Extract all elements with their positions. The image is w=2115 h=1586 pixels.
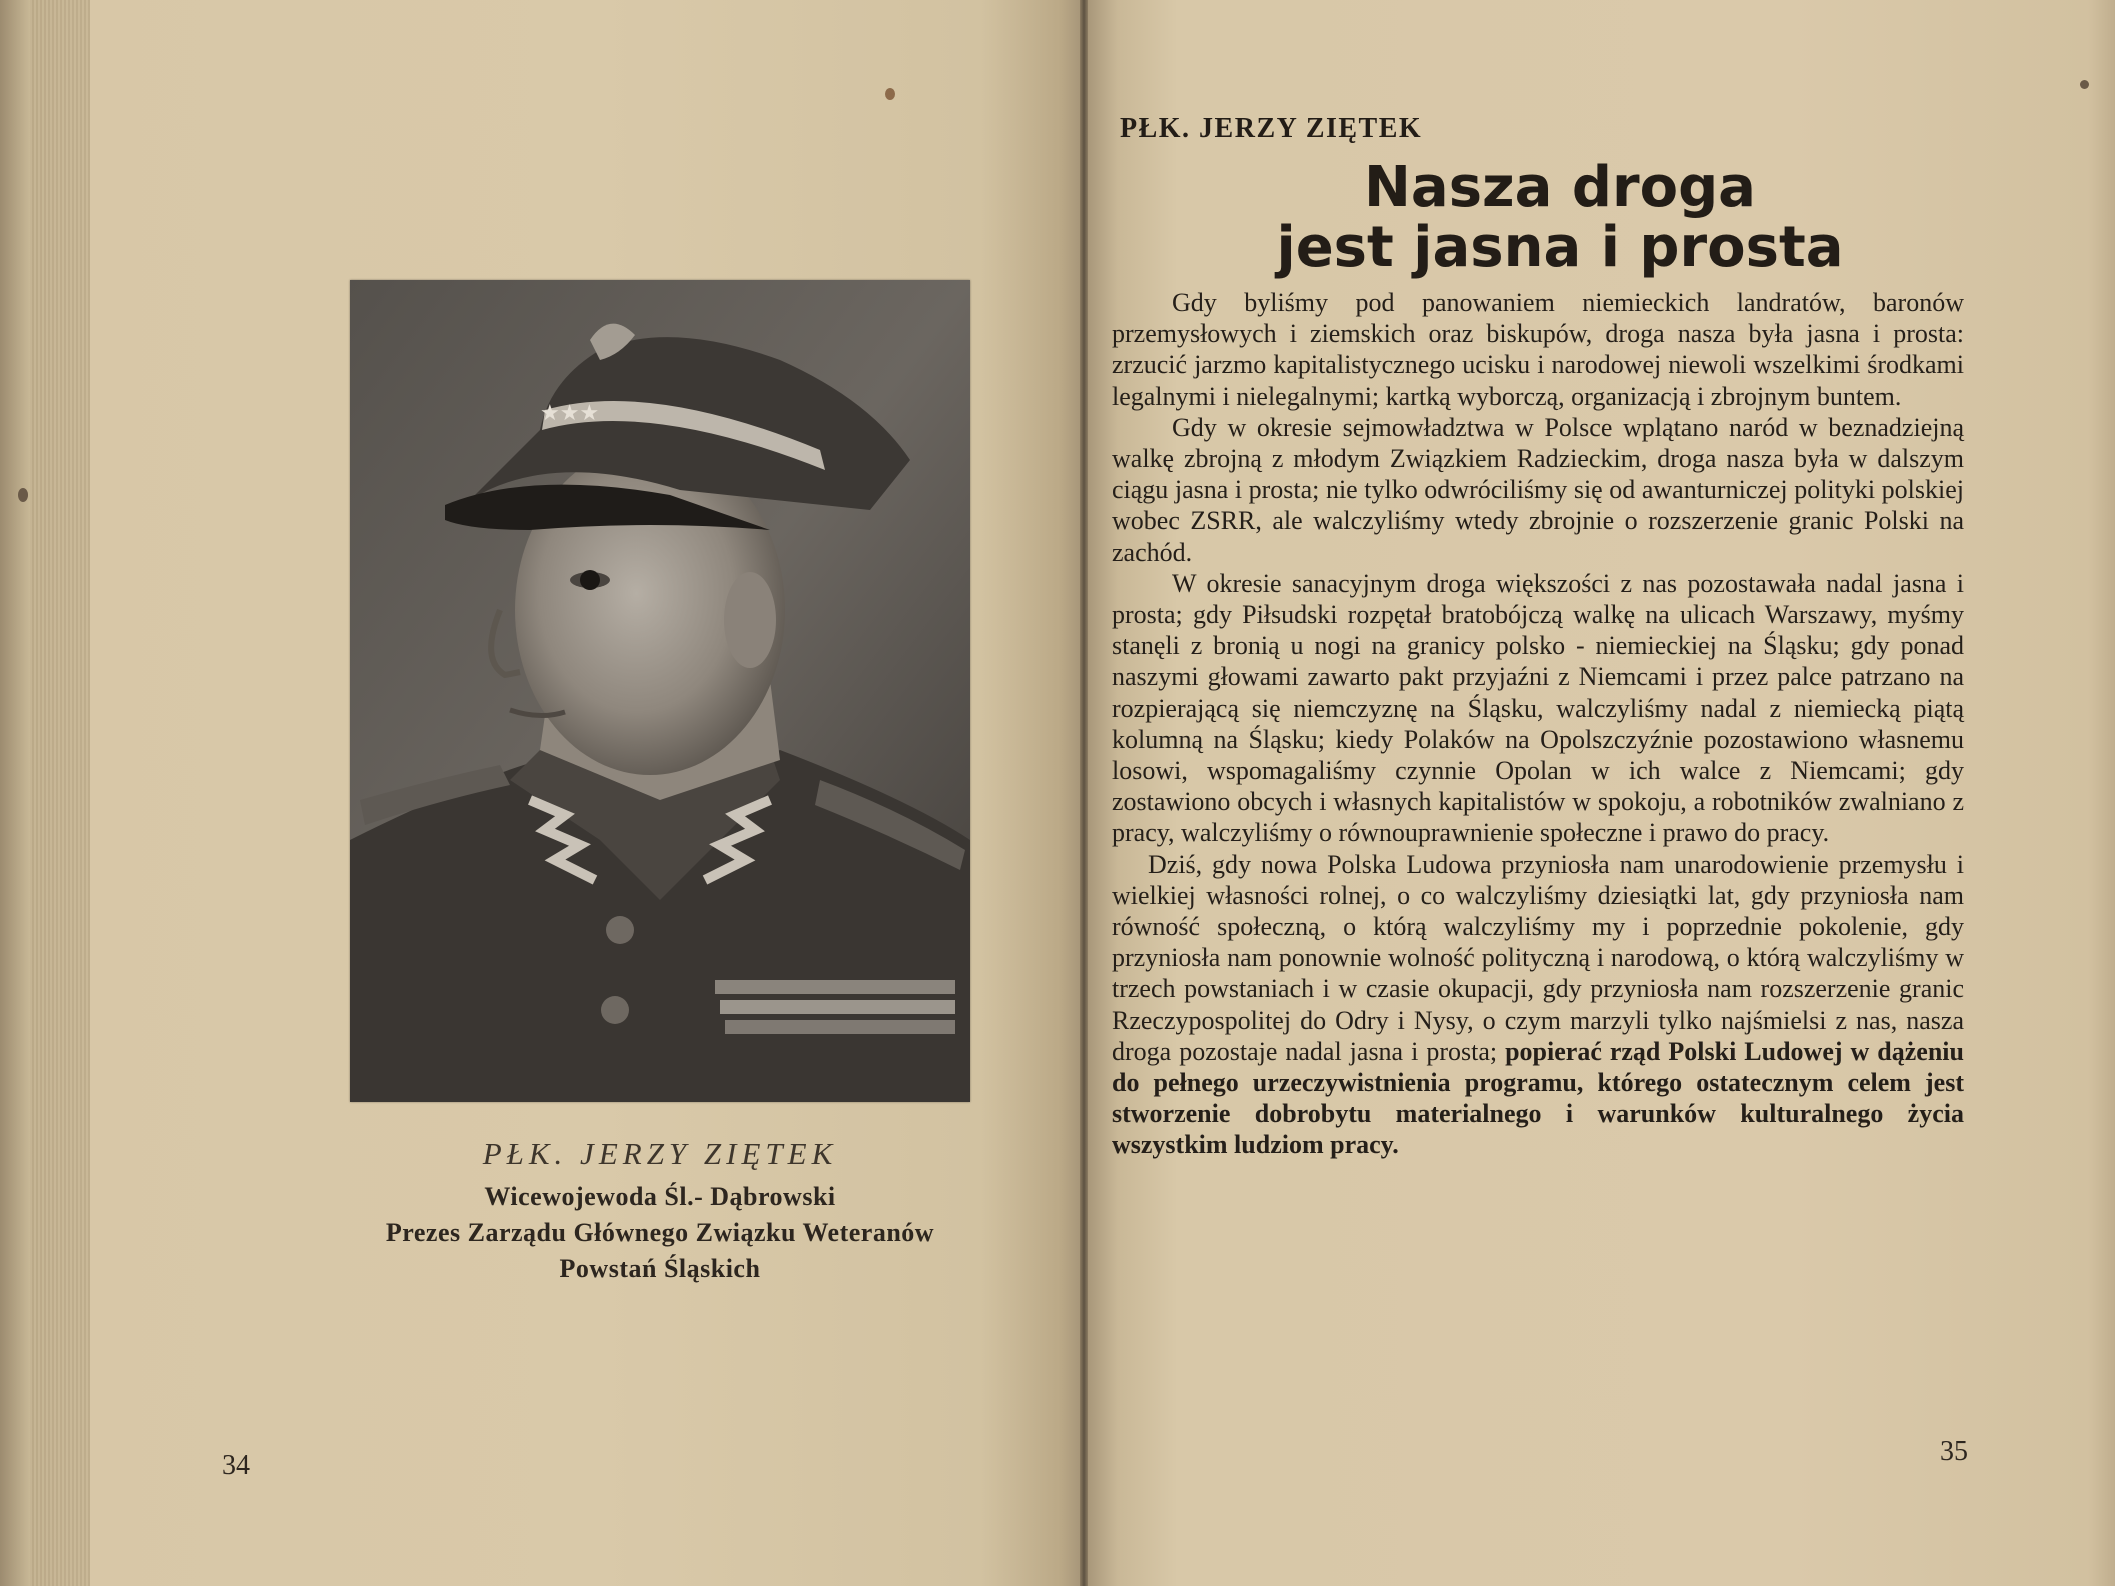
portrait-image: [350, 280, 970, 1102]
page-number-right: 35: [1940, 1436, 1968, 1467]
article-title-line-1: Nasza droga: [1364, 155, 1756, 220]
paragraph: Gdy byliśmy pod panowaniem niemieckich landratów, baronów przemysłowych i ziemskich oraz biskupów, droga nasza była jasna i prosta: zrzucić jarzmo kapitalistycznego ucisku i narodowej niewoli wszelkimi środkami legalnymi i nielegalnymi; kartką wyborczą, organizacją i zbrojnym buntem.: [1112, 288, 1964, 411]
paragraph-final-bold: popierać rząd Polski Ludowej w dążeniu do pełnego urzeczywistnienia programu, którego ostatecznym celem jest stworzenie dobrobytu materialnego i warunków kulturalnego życia wszystkim ludziom pracy.: [1112, 1036, 1964, 1160]
page-number-left: 34: [222, 1450, 250, 1481]
book-gutter: [1080, 0, 1088, 1586]
page-edges: [30, 0, 90, 1586]
author-heading: PŁK. JERZY ZIĘTEK: [1120, 113, 1423, 144]
article-title-line-2: jest jasna i prosta: [1276, 215, 1844, 280]
paragraph: W okresie sanacyjnym droga większości z nas pozostawała nadal jasna i prosta; gdy Piłsudski rozpętał bratobójczą walkę na ulicach Warszawy, myśmy stanęli z bronią u nogi na granicy polsko - niemieckiej na Śląsku; gdy ponad naszymi głowami zawarto pakt przyjaźni z Niemcami i przez palce patrzano na rozpierającą się niemczyznę na Śląsku, walczyliśmy nadal z niemiecką piątą kolumną na Śląsku; kiedy Polaków na Opolszczyźnie pozostawiono własnemu losowi, wspomagaliśmy czynnie Opolan w ich walce z Niemcami; gdy zostawiono obcych i własnych kapitalistów w spokoju, a robotników zwalniano z pracy, walczyliśmy o równouprawnienie społeczne i prawo do pracy.: [1112, 568, 1964, 848]
paper-spot: [18, 488, 28, 502]
paper-spot: [2080, 80, 2089, 89]
paragraph-final: [1112, 849, 1964, 1161]
svg-text:★★★: ★★★: [540, 401, 600, 426]
paragraph: Gdy w okresie sejmowładztwa w Polsce wplątano naród w beznadziejną walkę zbrojną z młodym Związkiem Radzieckim, droga nasza była w dalszym ciągu jasna i prosta; nie tylko odwróciliśmy się od awanturniczej polityki polskiej wobec ZSRR, ale walczyliśmy wtedy zbrojnie o rozszerzenie granic Polski na zachód.: [1112, 412, 1964, 567]
caption-line-1: Wicewojewoda Śl.- Dąbrowski: [484, 1182, 836, 1211]
paper-spot: [885, 88, 895, 100]
paragraph-final-text: Dziś, gdy nowa Polska Ludowa przyniosła nam unarodowienie przemysłu i wielkiej własności rolnej, o co walczyliśmy dziesiątki lat, gdy przyniosła nam równość społeczną, o którą walczyliśmy my i poprzednie pokolenie, gdy przyniosła nam ponownie wolność polityczną i narodową, o którą walczyliśmy w trzech powstaniach i w czasie okupacji, gdy przyniosła nam rozszerzenie granic Rzeczypospolitej do Odry i Nysy, o czym marzyli tylko najśmielsi z nas, nasza droga pozostaje nadal jasna i prosta;: [1112, 849, 1964, 1066]
caption-name: PŁK. JERZY ZIĘTEK: [482, 1136, 838, 1171]
caption-line-2: Prezes Zarządu Głównego Związku Weteranów: [385, 1218, 935, 1247]
article-body: [1112, 287, 1964, 1161]
portrait-photo: [350, 280, 970, 1102]
caption-line-3: Powstań Śląskich: [559, 1254, 761, 1283]
